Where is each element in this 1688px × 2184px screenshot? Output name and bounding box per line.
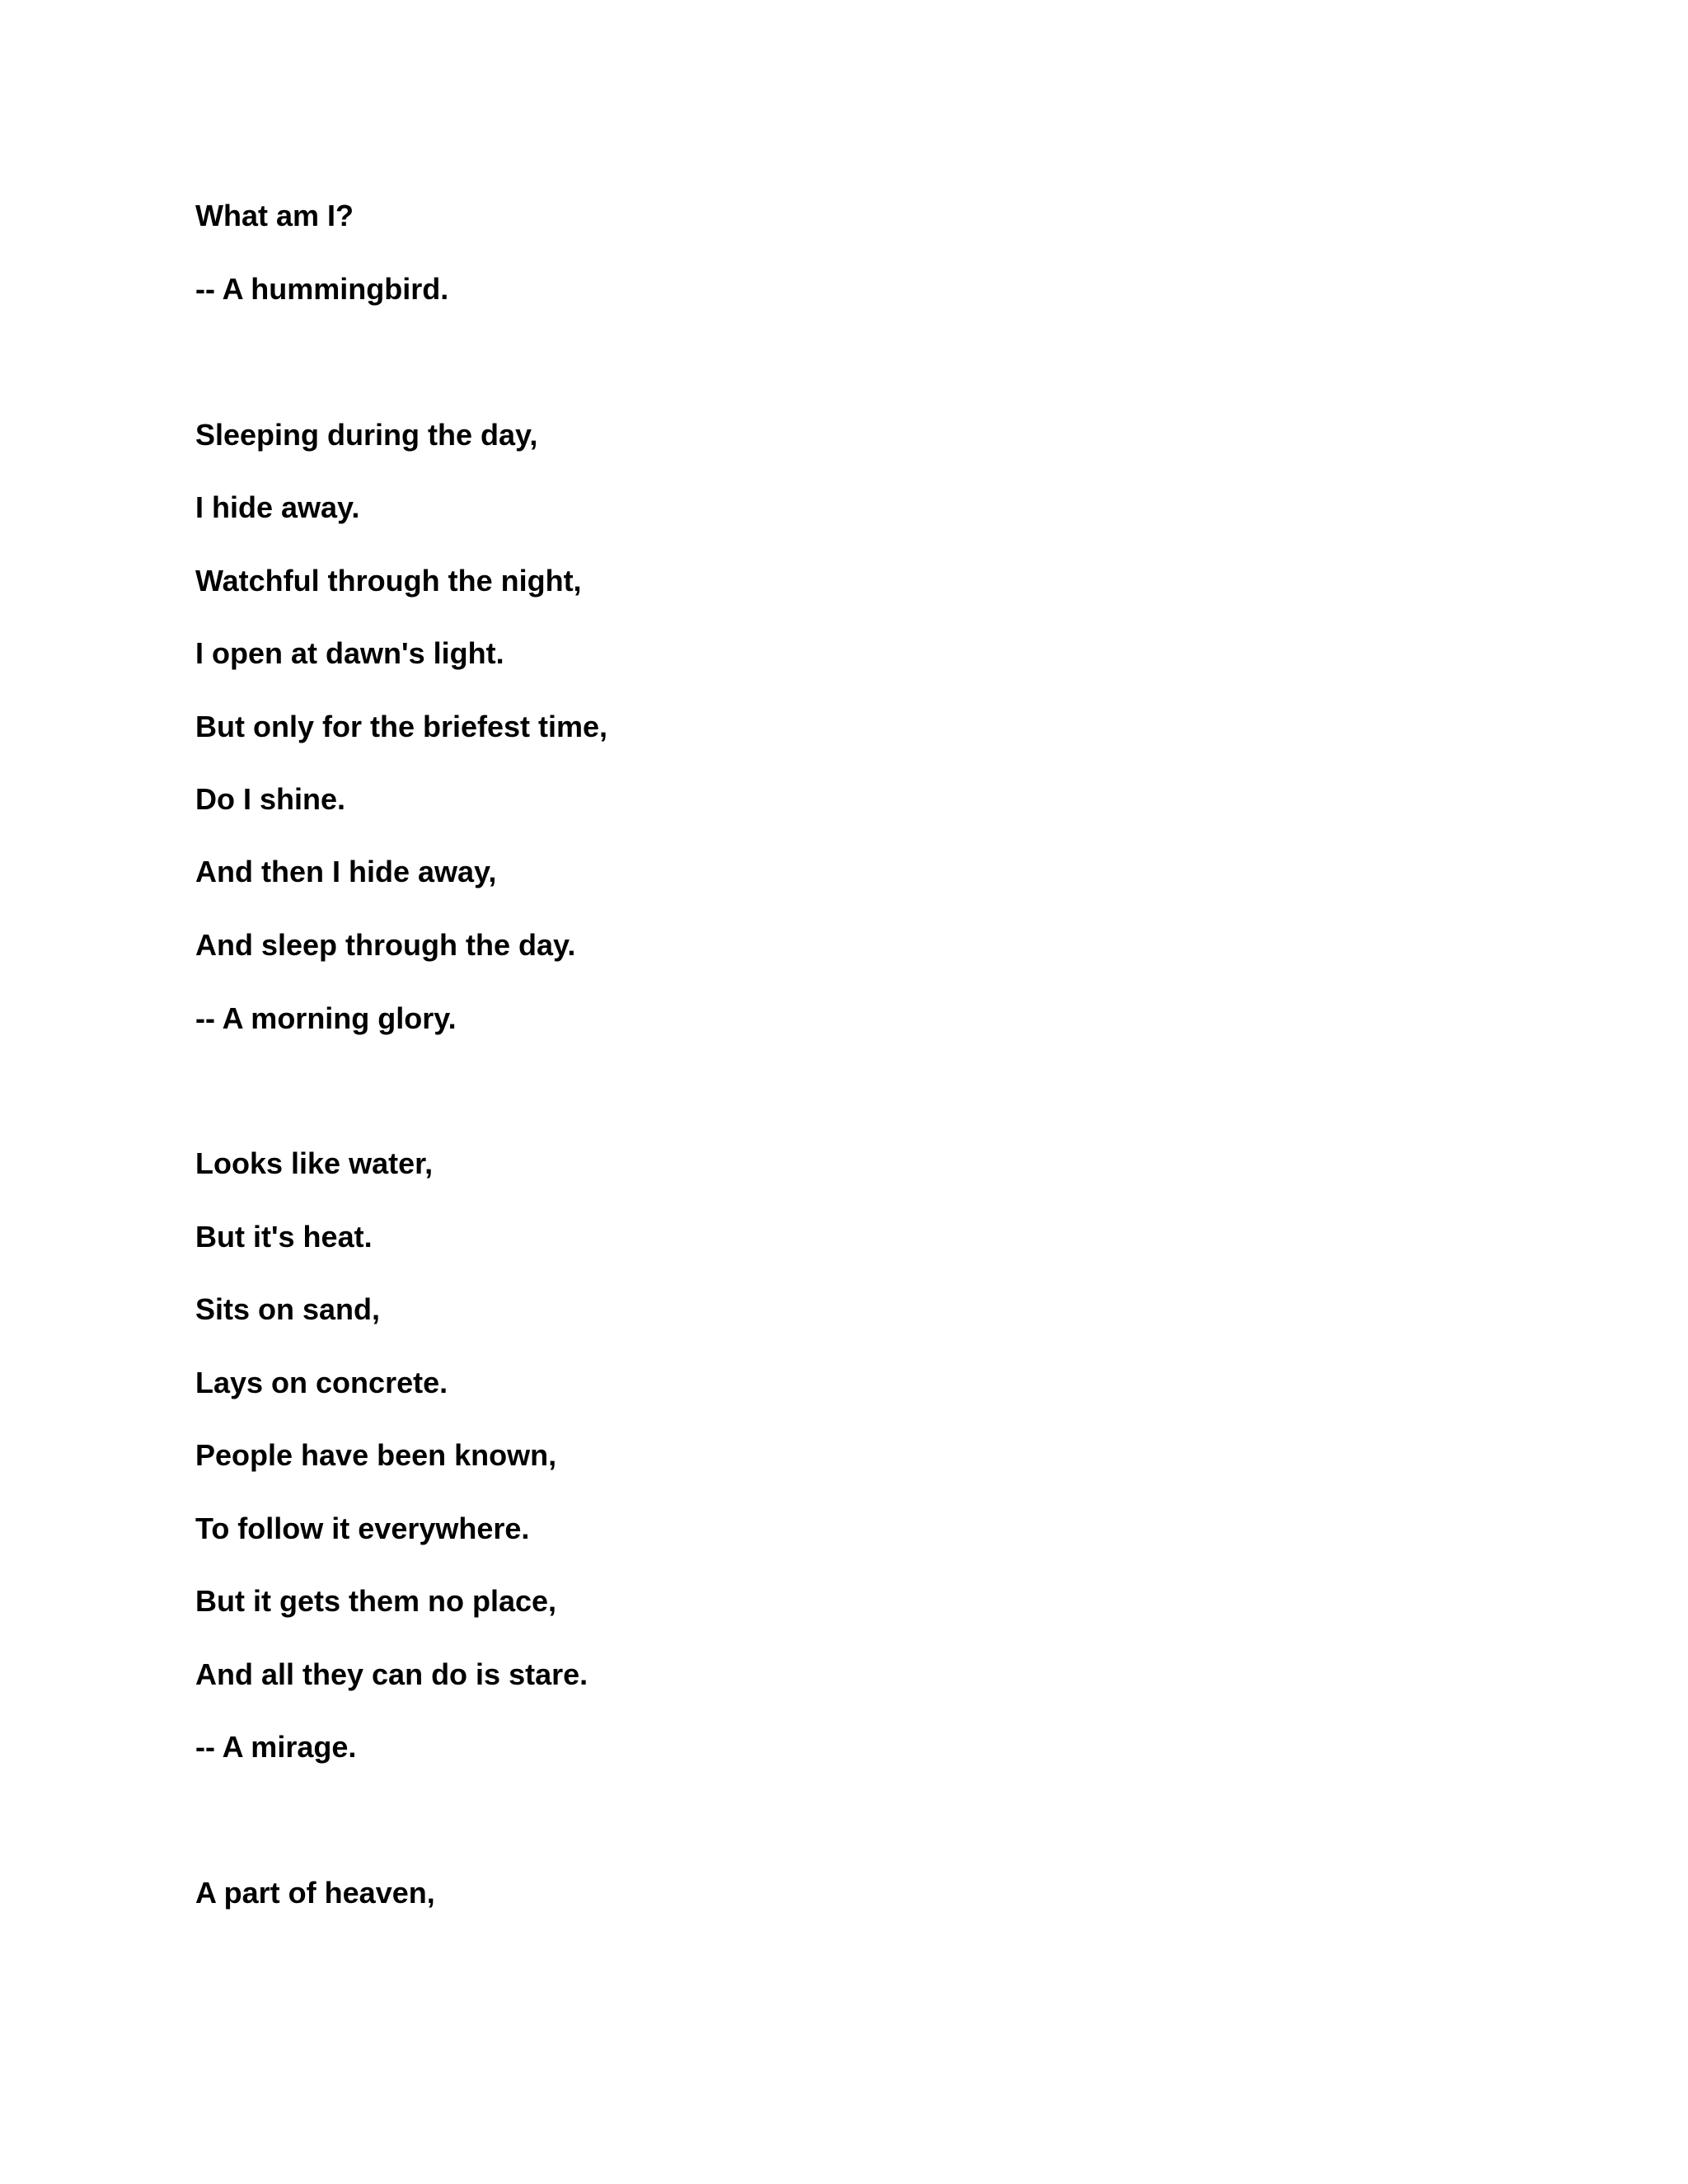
text-line: And all they can do is stare.	[195, 1657, 588, 1691]
text-line: And then I hide away,	[195, 855, 497, 888]
text-line: Looks like water,	[195, 1146, 434, 1180]
text-line: But it's heat.	[195, 1220, 373, 1254]
answer-line: -- A morning glory.	[195, 1001, 457, 1035]
text-line: Sleeping during the day,	[195, 418, 538, 452]
text-line: People have been known,	[195, 1438, 557, 1472]
answer-line: -- A hummingbird.	[195, 272, 449, 306]
text-line: A part of heaven,	[195, 1876, 435, 1910]
text-line: Sits on sand,	[195, 1292, 381, 1326]
text-line: Watchful through the night,	[195, 564, 582, 598]
text-line: Lays on concrete.	[195, 1366, 448, 1399]
text-line: And sleep through the day.	[195, 928, 576, 962]
text-line: To follow it everywhere.	[195, 1511, 530, 1545]
text-line: Do I shine.	[195, 782, 346, 816]
text-line: But only for the briefest time,	[195, 710, 608, 743]
text-line: But it gets them no place,	[195, 1584, 557, 1618]
text-line: I open at dawn's light.	[195, 636, 504, 670]
text-line: I hide away.	[195, 490, 360, 524]
text-line: What am I?	[195, 199, 354, 232]
answer-line: -- A mirage.	[195, 1730, 357, 1764]
